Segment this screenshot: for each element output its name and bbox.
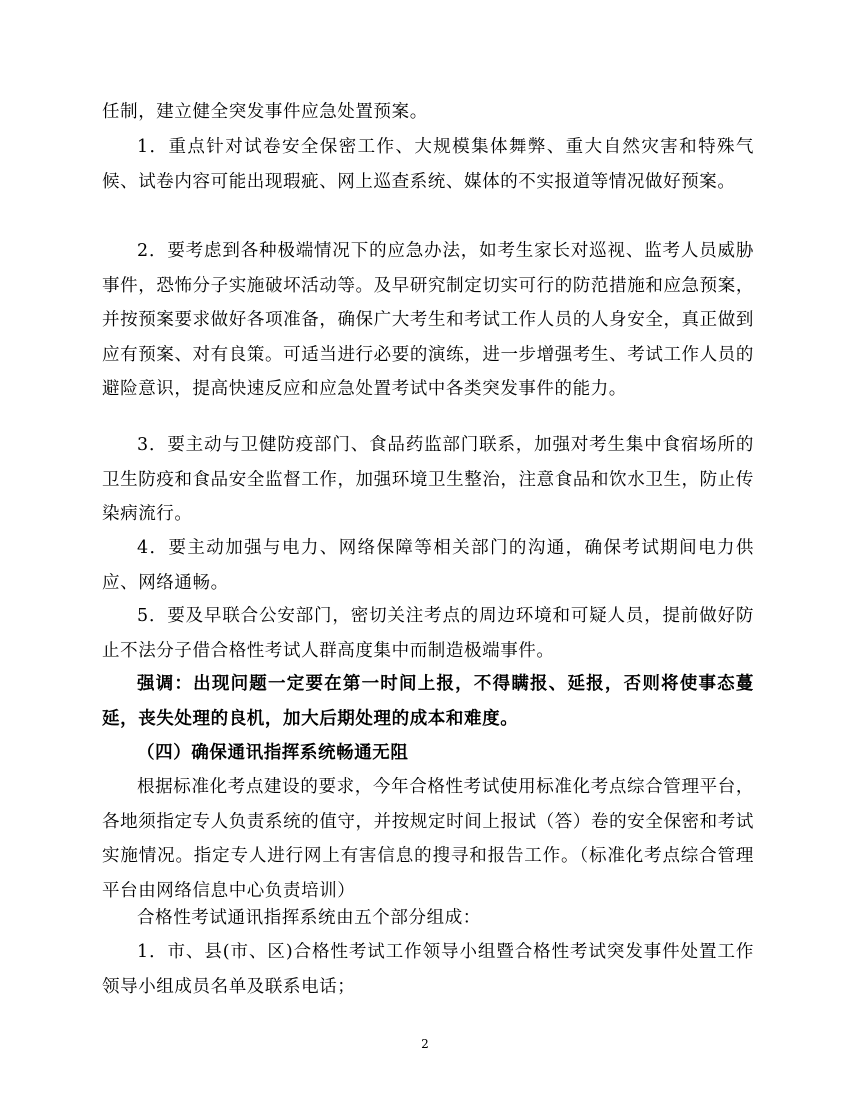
paragraph-emphasis <box>102 667 754 736</box>
paragraph-platform: 根据标准化考点建设的要求，今年合格性考试使用标准化考点综合管理平台，各地须指定专人负责系统的值守，并按规定时间上报试（答）卷的安全保密和考试实施情况。指定专人进行网上有害信息的搜寻和报告工作。（标准化考点综合管理平台由网络信息中心负责培训） <box>102 777 754 901</box>
section-heading-4: （四）确保通讯指挥系统畅通无阻 <box>137 743 409 763</box>
paragraph-intro-tail: 任制，建立健全突发事件应急处置预案。 <box>102 102 428 122</box>
paragraph-part-1: 1．市、县(市、区)合格性考试工作领导小组暨合格性考试突发事件处置工作领导小组成员名单及联系电话； <box>102 942 754 997</box>
page-number: 2 <box>421 1037 429 1051</box>
paragraph-system-parts: 合格性考试通讯指挥系统由五个部分组成： <box>137 908 481 928</box>
paragraph-item-4: 4．要主动加强与电力、网络保障等相关部门的沟通，确保考试期间电力供应、网络通畅。 <box>102 538 754 593</box>
paragraph-item-2: 2．要考虑到各种极端情况下的应急办法，如考生家长对巡视、监考人员威胁事件，恐怖分子实施破坏活动等。及早研究制定切实可行的防范措施和应急预案，并按预案要求做好各项准备，确保广大考生和考试工作人员的人身安全，真正做到应有预案、对有良策。可适当进行必要的演练，进一步增强考生、考试工作人员的避险意识，提高快速反应和应急处置考试中各类突发事件的能力。 <box>102 241 754 400</box>
emphasis-text: 出现问题一定要在第一时间上报，不得瞒报、延报，否则将使事态蔓延，丧失处理的良机，加大后期处理的成本和难度。 <box>102 674 754 729</box>
paragraph-item-1: 1．重点针对试卷安全保密工作、大规模集体舞弊、重大自然灾害和特殊气候、试卷内容可能出现瑕疵、网上巡查系统、媒体的不实报道等情况做好预案。 <box>102 137 754 192</box>
emphasis-label: 强调： <box>137 674 194 694</box>
paragraph-item-3: 3．要主动与卫健防疫部门、食品药监部门联系，加强对考生集中食宿场所的卫生防疫和食品安全监督工作，加强环境卫生整治，注意食品和饮水卫生，防止传染病流行。 <box>102 435 754 525</box>
paragraph-item-5: 5．要及早联合公安部门，密切关注考点的周边环境和可疑人员，提前做好防止不法分子借合格性考试人群高度集中而制造极端事件。 <box>102 606 754 661</box>
